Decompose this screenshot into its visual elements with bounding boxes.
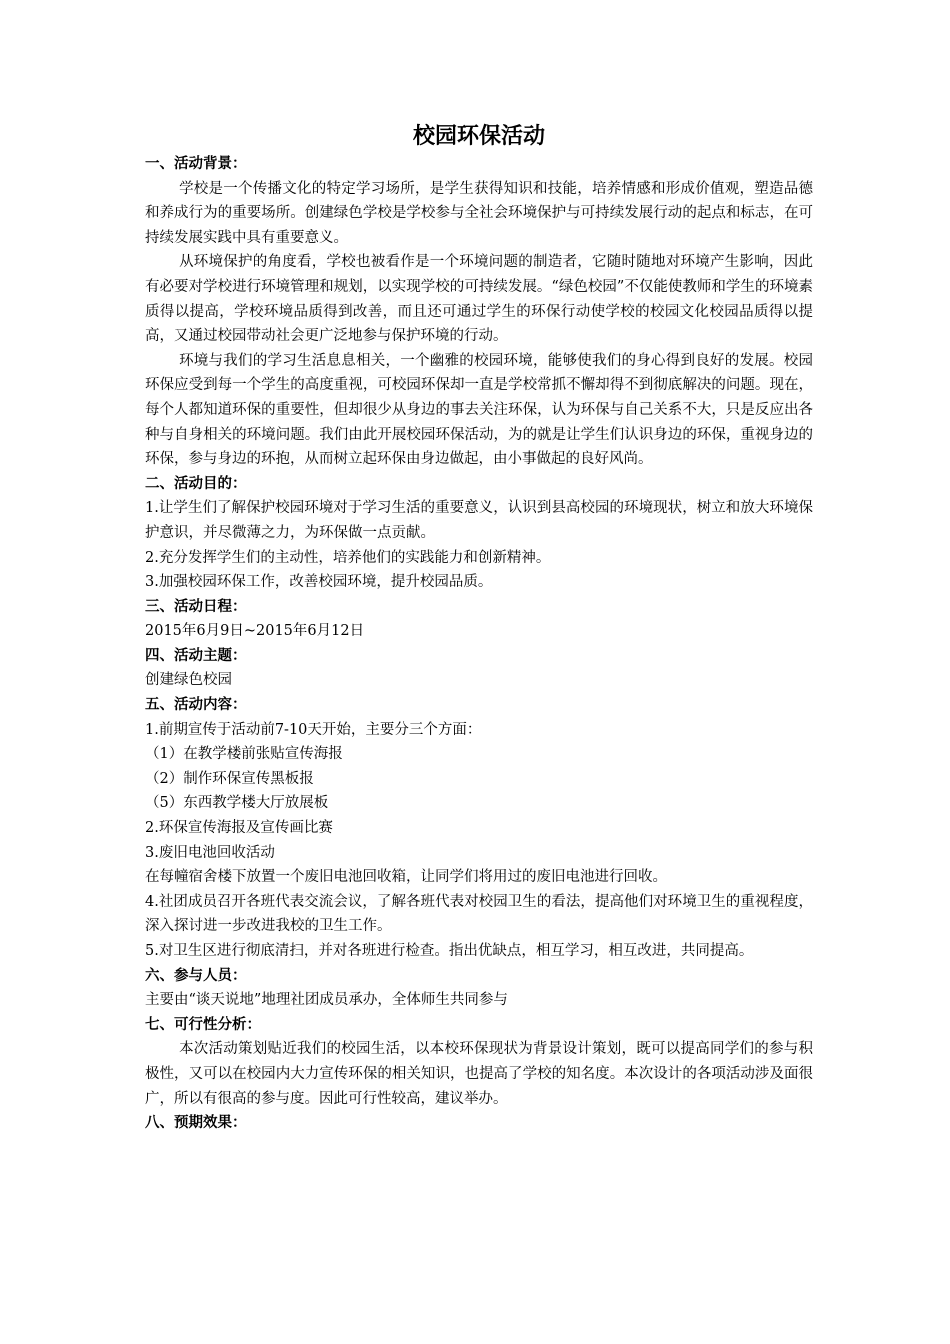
list-item: （1）在教学楼前张贴宣传海报: [145, 746, 343, 763]
section-heading-theme: 四、活动主题：: [145, 647, 247, 664]
schedule-dates: 2015年6月9日~2015年6月12日: [145, 623, 365, 640]
list-item: 4.社团成员召开各班代表交流会议，了解各班代表对校园卫生的看法，提高他们对环境卫生的重视程度，深入探讨进一步改进我校的卫生工作。: [145, 893, 813, 935]
list-item: （2）制作环保宣传黑板报: [145, 770, 314, 787]
paragraph: 在每幢宿舍楼下放置一个废旧电池回收箱，让同学们将用过的废旧电池进行回收。: [145, 869, 667, 886]
paragraph: 本次活动策划贴近我们的校园生活，以本校环保现状为背景设计策划，既可以提高同学们的参与积极性，又可以在校园内大力宣传环保的相关知识，也提高了学校的知名度。本次设计的各项活动涉及面很广，所以有很高的参与度。因此可行性较高，建议举办。: [145, 1041, 813, 1107]
list-item: 3.加强校园环保工作，改善校园环境，提升校园品质。: [145, 574, 493, 591]
list-item: 2.充分发挥学生们的主动性，培养他们的实践能力和创新精神。: [145, 549, 551, 566]
paragraph: 学校是一个传播文化的特定学习场所，是学生获得知识和技能，培养情感和形成价值观，塑造品德和养成行为的重要场所。创建绿色学校是学校参与全社会环境保护与可持续发展行动的起点和标志，在可持续发展实践中具有重要意义。: [145, 180, 813, 246]
section-heading-background: 一、活动背景：: [145, 156, 247, 172]
participants-text: 主要由“谈天说地”地理社团成员承办，全体师生共同参与: [145, 992, 508, 1009]
section-heading-participants: 六、参与人员：: [145, 967, 247, 984]
section-heading-expected-results: 八、预期效果：: [145, 1115, 247, 1132]
section-heading-content: 五、活动内容：: [145, 697, 247, 714]
list-item: （5）东西教学楼大厅放展板: [145, 795, 329, 812]
list-item: 1.前期宣传于活动前7-10天开始，主要分三个方面：: [145, 721, 482, 738]
list-item: 3.废旧电池回收活动: [145, 844, 275, 861]
list-item: 5.对卫生区进行彻底清扫，并对各班进行检查。指出优缺点，相互学习，相互改进，共同提高。: [145, 943, 754, 959]
section-heading-feasibility: 七、可行性分析：: [145, 1016, 261, 1033]
paragraph: 环境与我们的学习生活息息相关，一个幽雅的校园环境，能够使我们的身心得到良好的发展。校园环保应受到每一个学生的高度重视，可校园环保却一直是学校常抓不懈却得不到彻底解决的问题。现在，每个人都知道环保的重要性，但却很少从身边的事去关注环保，认为环保与自己关系不大，只是反应出各种与自身相关的环境问题。我们由此开展校园环保活动，为的就是让学生们认识身边的环保，重视身边的环保，参与身边的环抱，从而树立起环保由身边做起，由小事做起的良好风尚。: [145, 352, 813, 468]
section-heading-purpose: 二、活动目的：: [145, 475, 247, 492]
document-body: [145, 122, 813, 1136]
document-title: 校园环保活动: [412, 124, 545, 149]
list-item: 2.环保宣传海报及宣传画比赛: [145, 820, 333, 837]
paragraph: 从环境保护的角度看，学校也被看作是一个环境问题的制造者，它随时随地对环境产生影响，因此有必要对学校进行环境管理和规划，以实现学校的可持续发展。“绿色校园”不仅能使教师和学生的环境素质得以提高，学校环境品质得到改善，而且还可通过学生的环保行动使学校的校园文化校园品质得以提高，又通过校园带动社会更广泛地参与保护环境的行动。: [145, 254, 813, 345]
theme-text: 创建绿色校园: [145, 672, 232, 689]
section-heading-schedule: 三、活动日程：: [145, 598, 247, 615]
list-item: 1.让学生们了解保护校园环境对于学习生活的重要意义，认识到县高校园的环境现状，树立和放大环境保护意识，并尽微薄之力，为环保做一点贡献。: [145, 500, 813, 541]
